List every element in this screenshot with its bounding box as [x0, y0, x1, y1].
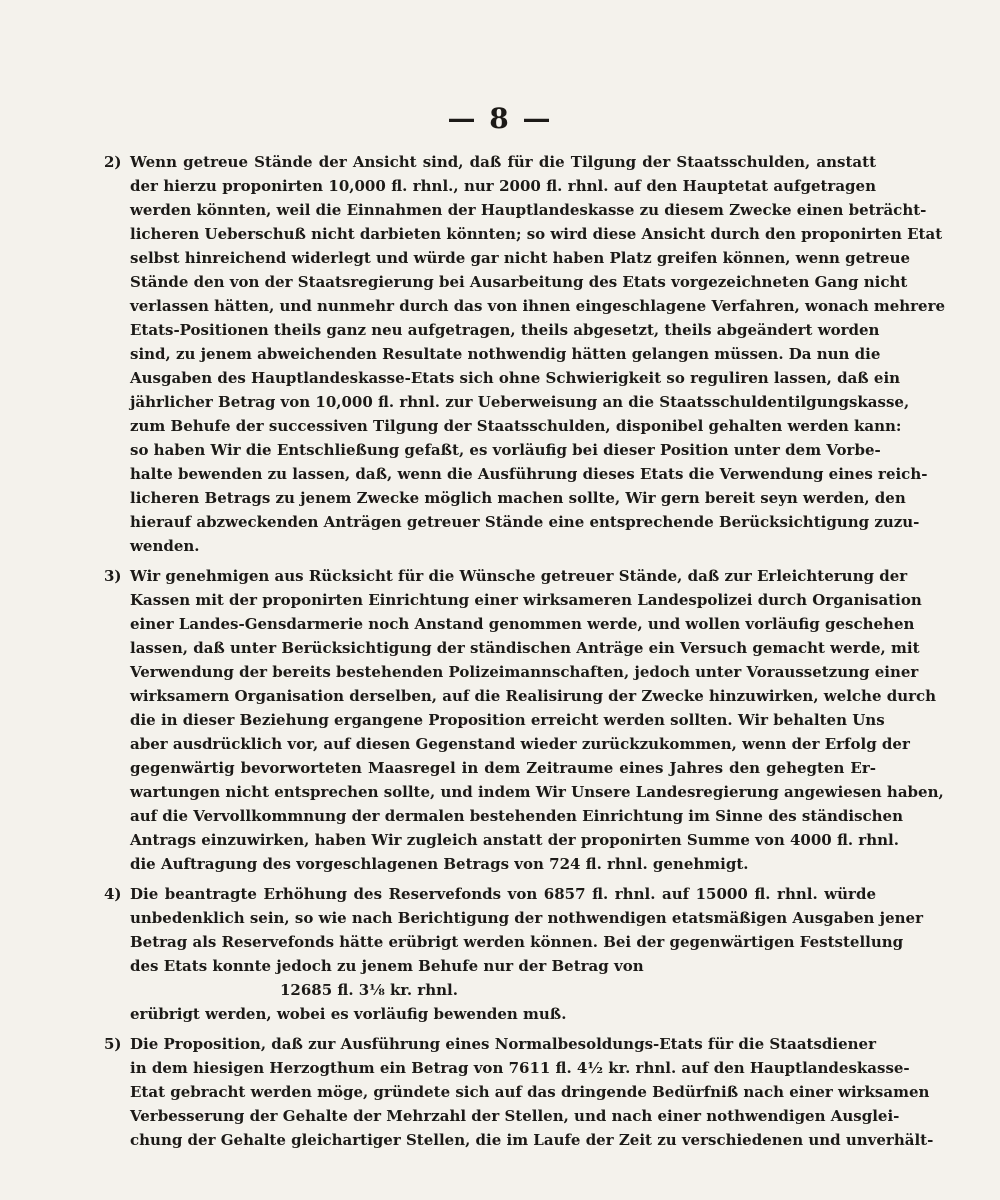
- text-line: hierauf abzweckenden Anträgen getreuer Stände eine entsprechende Berücksichtigung zuzu-: [130, 513, 920, 531]
- text-line: Die beantragte Erhöhung des Reservefonds von 6857 fl. rhnl. auf 15000 fl. rhnl. würde: [130, 885, 876, 903]
- numbered-paragraph: [104, 564, 944, 876]
- text-line: die in dieser Beziehung ergangene Proposition erreicht werden sollten. Wir behalten Uns: [130, 711, 885, 729]
- text-line: zum Behufe der successiven Tilgung der Staatsschulden, disponibel gehalten werden kann:: [130, 417, 902, 435]
- page-number: — 8 —: [447, 102, 553, 135]
- text-line: gegenwärtig bevorworteten Maasregel in dem Zeitraume eines Jahres den gehegten Er-: [130, 759, 876, 777]
- text-line: die Auftragung des vorgeschlagenen Betrags von 724 fl. rhnl. genehmigt.: [130, 855, 749, 873]
- text-line: licheren Betrags zu jenem Zwecke möglich machen sollte, Wir gern bereit seyn werden, den: [130, 489, 906, 507]
- paragraph-number: 5): [104, 1035, 122, 1053]
- text-line: Die Proposition, daß zur Ausführung eines Normalbesoldungs-Etats für die Staatsdiener: [130, 1035, 877, 1053]
- text-line: so haben Wir die Entschließung gefaßt, es vorläufig bei dieser Position unter dem Vorbe-: [130, 441, 881, 459]
- text-line: verlassen hätten, und nunmehr durch das von ihnen eingeschlagene Verfahren, wonach mehrere: [130, 297, 946, 315]
- text-line: wenden.: [130, 537, 200, 555]
- text-line: Etats-Positionen theils ganz neu aufgetragen, theils abgesetzt, theils abgeändert worden: [130, 321, 880, 339]
- text-line: Verwendung der bereits bestehenden Polizeimannschaften, jedoch unter Voraussetzung einer: [130, 663, 919, 681]
- text-line: Verbesserung der Gehalte der Mehrzahl der Stellen, und nach einer nothwendigen Ausglei-: [130, 1107, 900, 1125]
- paragraph-number: 2): [104, 153, 122, 171]
- numbered-paragraph: [104, 1032, 934, 1152]
- text-line: Wir genehmigen aus Rücksicht für die Wünsche getreuer Stände, daß zur Erleichterung der: [130, 567, 908, 585]
- text-line: der hierzu proponirten 10,000 fl. rhnl., nur 2000 fl. rhnl. auf den Hauptetat aufgetragen: [130, 177, 876, 195]
- document-body: [104, 150, 946, 1158]
- numbered-paragraph: [104, 150, 946, 558]
- text-line: jährlicher Betrag von 10,000 fl. rhnl. zur Ueberweisung an die Staatsschuldentilgungskasse,: [130, 393, 910, 411]
- text-line: Etat gebracht werden möge, gründete sich auf das dringende Bedürfniß nach einer wirksamen: [130, 1083, 930, 1101]
- text-line: halte bewenden zu lassen, daß, wenn die Ausführung dieses Etats die Verwendung eines reich-: [130, 465, 928, 483]
- text-line: lassen, daß unter Berücksichtigung der ständischen Anträge ein Versuch gemacht werde, mit: [130, 639, 920, 657]
- text-line: des Etats konnte jedoch zu jenem Behufe nur der Betrag von: [130, 957, 644, 975]
- text-line: einer Landes-Gensdarmerie noch Anstand genommen werde, und wollen vorläufig geschehen: [130, 615, 915, 633]
- text-line: werden könnten, weil die Einnahmen der Hauptlandeskasse zu diesem Zwecke einen beträcht-: [130, 201, 927, 219]
- text-line: unbedenklich sein, so wie nach Berichtigung der nothwendigen etatsmäßigen Ausgaben jener: [130, 909, 924, 927]
- text-line: aber ausdrücklich vor, auf diesen Gegenstand wieder zurückzukommen, wenn der Erfolg der: [130, 735, 910, 753]
- text-line: Stände den von der Staatsregierung bei Ausarbeitung des Etats vorgezeichneten Gang nicht: [130, 273, 908, 291]
- amount-line: 12685 fl. 3⅛ kr. rhnl.: [280, 981, 458, 999]
- text-line: wirksamern Organisation derselben, auf die Realisirung der Zwecke hinzuwirken, welche durch: [130, 687, 937, 705]
- numbered-paragraph: [104, 882, 924, 1026]
- paragraph-number: 3): [104, 567, 122, 585]
- text-line: wartungen nicht entsprechen sollte, und indem Wir Unsere Landesregierung angewiesen haben,: [130, 783, 944, 801]
- text-line: Antrags einzuwirken, haben Wir zugleich anstatt der proponirten Summe von 4000 fl. rhnl.: [130, 831, 899, 849]
- text-line: chung der Gehalte gleichartiger Stellen, die im Laufe der Zeit zu verschiedenen und unverhält-: [130, 1131, 934, 1149]
- text-line: licheren Ueberschuß nicht darbieten könnten; so wird diese Ansicht durch den proponirten Etat: [130, 225, 943, 243]
- text-line: sind, zu jenem abweichenden Resultate nothwendig hätten gelangen müssen. Da nun die: [130, 345, 881, 363]
- text-line: Wenn getreue Stände der Ansicht sind, daß für die Tilgung der Staatsschulden, anstatt: [130, 153, 876, 171]
- text-line: Kassen mit der proponirten Einrichtung einer wirksameren Landespolizei durch Organisation: [130, 591, 922, 609]
- text-line: in dem hiesigen Herzogthum ein Betrag von 7611 fl. 4½ kr. rhnl. auf den Hauptlandeskasse-: [130, 1059, 910, 1077]
- text-line: Ausgaben des Hauptlandeskasse-Etats sich ohne Schwierigkeit so reguliren lassen, daß ein: [130, 369, 901, 387]
- paragraph-number: 4): [104, 885, 122, 903]
- text-line: Betrag als Reservefonds hätte erübrigt werden können. Bei der gegenwärtigen Feststellung: [130, 933, 904, 951]
- text-line: auf die Vervollkommnung der dermalen bestehenden Einrichtung im Sinne des ständischen: [130, 807, 904, 825]
- text-line: selbst hinreichend widerlegt und würde gar nicht haben Platz greifen können, wenn getreue: [130, 249, 911, 267]
- text-line: erübrigt werden, wobei es vorläufig bewenden muß.: [130, 1005, 567, 1023]
